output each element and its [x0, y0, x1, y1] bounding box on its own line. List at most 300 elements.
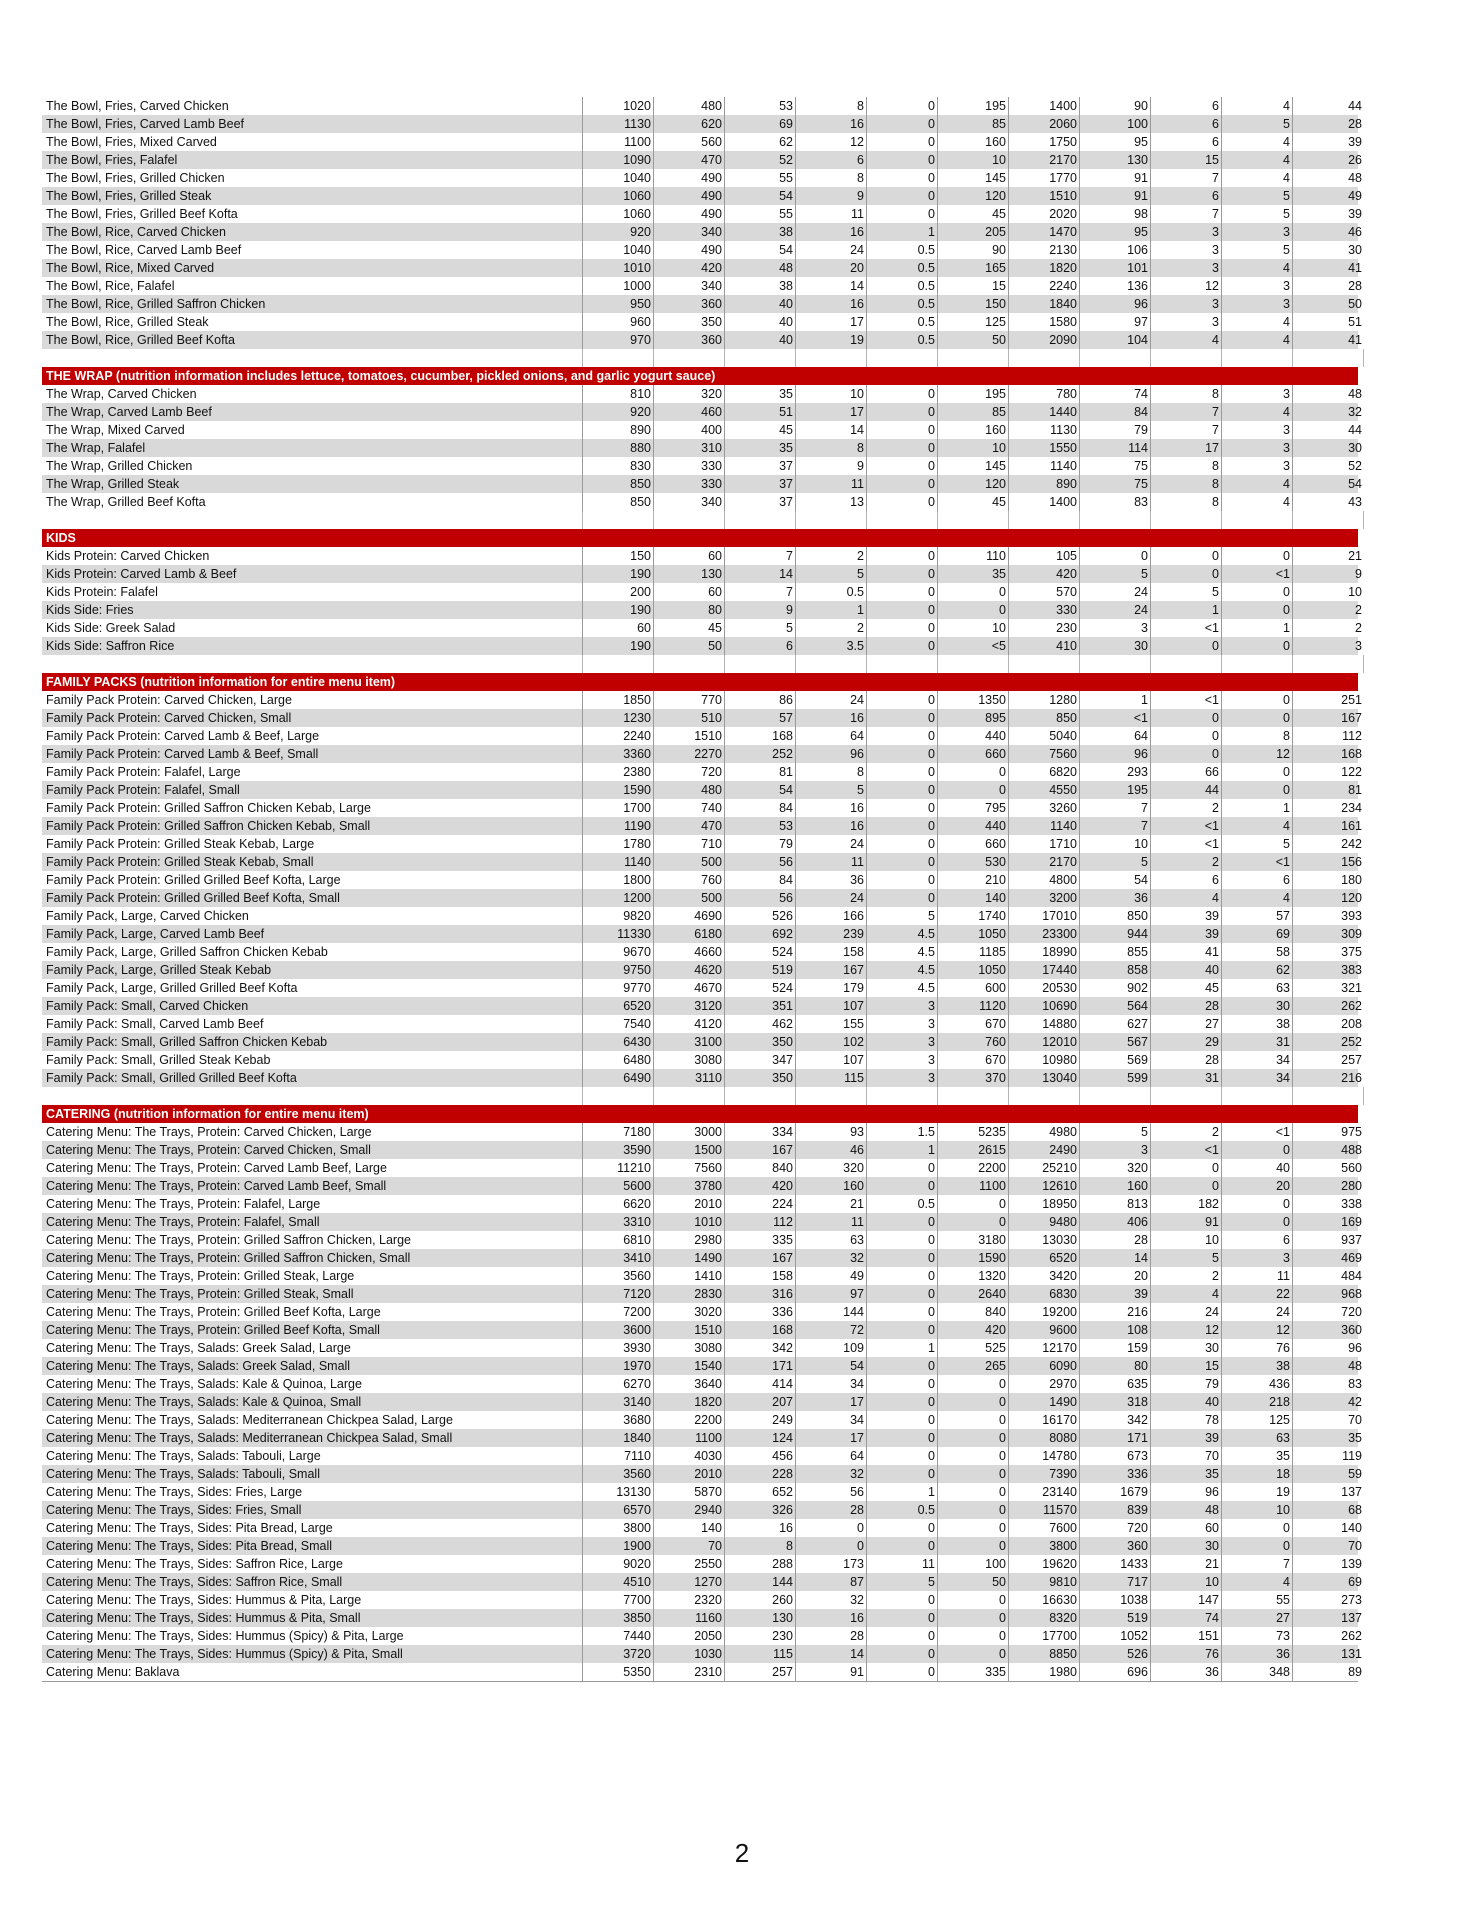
nutrition-value: 0 [867, 1393, 938, 1411]
nutrition-value: 17010 [1009, 907, 1080, 925]
nutrition-value: 456 [725, 1447, 796, 1465]
nutrition-value: 41 [1348, 261, 1362, 275]
nutrition-value: 2550 [654, 1555, 725, 1573]
nutrition-value: 6820 [1009, 763, 1080, 781]
table-row [42, 871, 1362, 889]
nutrition-value: 0 [867, 1357, 938, 1375]
nutrition-value: 79 [1151, 1375, 1222, 1393]
nutrition-value: <1 [1080, 709, 1151, 727]
nutrition-value: 0 [938, 1465, 1009, 1483]
nutrition-value: 1280 [1009, 691, 1080, 709]
nutrition-value: 8320 [1009, 1609, 1080, 1627]
table-row [42, 1249, 1362, 1267]
table-row [42, 493, 1362, 511]
nutrition-value: 109 [796, 1339, 867, 1357]
nutrition-value: <1 [1222, 565, 1293, 583]
nutrition-value: 692 [725, 925, 796, 943]
nutrition-value: 7 [1151, 421, 1222, 439]
nutrition-value: 160 [938, 421, 1009, 439]
nutrition-value: 400 [654, 421, 725, 439]
nutrition-value: 3110 [654, 1069, 725, 1087]
nutrition-value: 1130 [1009, 421, 1080, 439]
nutrition-value: 740 [654, 799, 725, 817]
item-name: Catering Menu: The Trays, Sides: Hummus (Spicy) & Pita, Small [42, 1645, 583, 1663]
nutrition-value: 3 [867, 1033, 938, 1051]
nutrition-value: 8 [725, 1537, 796, 1555]
nutrition-value: 2380 [583, 763, 654, 781]
nutrition-value: 35 [725, 385, 796, 403]
item-name: Catering Menu: The Trays, Sides: Saffron Rice, Small [42, 1573, 583, 1591]
nutrition-value: 51 [1348, 315, 1362, 329]
nutrition-value: 2010 [654, 1465, 725, 1483]
nutrition-value: 0 [1151, 637, 1222, 655]
nutrition-value: 420 [1009, 565, 1080, 583]
nutrition-value: 58 [1222, 943, 1293, 961]
nutrition-value: 28 [1348, 117, 1362, 131]
item-name: Family Pack, Large, Carved Chicken [42, 907, 583, 925]
nutrition-value: 7440 [583, 1627, 654, 1645]
item-name: The Bowl, Rice, Carved Chicken [42, 223, 583, 241]
nutrition-value: 70 [1151, 1447, 1222, 1465]
table-row [42, 205, 1362, 223]
nutrition-value: 0 [867, 601, 938, 619]
nutrition-value: 57 [725, 709, 796, 727]
nutrition-value: 6180 [654, 925, 725, 943]
nutrition-value: 120 [938, 475, 1009, 493]
nutrition-value: 0 [867, 1591, 938, 1609]
table-row [42, 1339, 1362, 1357]
nutrition-value: 32 [796, 1249, 867, 1267]
nutrition-value: 840 [938, 1303, 1009, 1321]
nutrition-value: 12610 [1009, 1177, 1080, 1195]
nutrition-value: 5600 [583, 1177, 654, 1195]
table-row [42, 331, 1362, 349]
nutrition-value: 62 [1222, 961, 1293, 979]
nutrition-value: 470 [654, 151, 725, 169]
nutrition-value: 21 [1151, 1555, 1222, 1573]
nutrition-value: 72 [796, 1321, 867, 1339]
nutrition-value: 108 [1080, 1321, 1151, 1339]
nutrition-value: 7390 [1009, 1465, 1080, 1483]
item-name: Catering Menu: The Trays, Protein: Falafel, Small [42, 1213, 583, 1231]
nutrition-value: 44 [1348, 423, 1362, 437]
nutrition-value: 69 [1348, 1575, 1362, 1589]
nutrition-value: 1780 [583, 835, 654, 853]
nutrition-value: 6430 [583, 1033, 654, 1051]
table-row [42, 799, 1362, 817]
item-name: The Bowl, Fries, Grilled Steak [42, 187, 583, 205]
nutrition-value: 4 [1151, 331, 1222, 349]
nutrition-value: 10 [938, 151, 1009, 169]
nutrition-value: 0 [867, 1537, 938, 1555]
nutrition-value: 3 [867, 1069, 938, 1087]
nutrition-value: 3930 [583, 1339, 654, 1357]
nutrition-value: 147 [1151, 1591, 1222, 1609]
nutrition-value: 1540 [654, 1357, 725, 1375]
table-row [42, 151, 1362, 169]
nutrition-value: 16630 [1009, 1591, 1080, 1609]
table-row [42, 1663, 1362, 1681]
nutrition-value: 383 [1341, 963, 1362, 977]
nutrition-value: 20 [796, 259, 867, 277]
nutrition-value: 950 [583, 295, 654, 313]
nutrition-value: 48 [725, 259, 796, 277]
nutrition-value: 890 [1009, 475, 1080, 493]
nutrition-value: 336 [1080, 1465, 1151, 1483]
nutrition-value: 40 [1222, 1159, 1293, 1177]
nutrition-value: 4 [1222, 97, 1293, 115]
section-header: FAMILY PACKS (nutrition information for entire menu item) [42, 673, 1358, 691]
nutrition-value: 195 [938, 385, 1009, 403]
nutrition-value: 32 [1348, 405, 1362, 419]
nutrition-value: 0 [938, 1627, 1009, 1645]
nutrition-value: 98 [1080, 205, 1151, 223]
nutrition-value: 97 [796, 1285, 867, 1303]
nutrition-value: 4120 [654, 1015, 725, 1033]
nutrition-value: 7 [1080, 799, 1151, 817]
nutrition-value: 3 [867, 1015, 938, 1033]
item-name: Catering Menu: The Trays, Sides: Hummus (Spicy) & Pita, Large [42, 1627, 583, 1645]
nutrition-value: 7120 [583, 1285, 654, 1303]
nutrition-value: 11 [796, 853, 867, 871]
nutrition-value: 167 [725, 1141, 796, 1159]
nutrition-value: 320 [796, 1159, 867, 1177]
item-name: Family Pack, Large, Carved Lamb Beef [42, 925, 583, 943]
nutrition-value: 0 [867, 691, 938, 709]
nutrition-value: 0 [867, 421, 938, 439]
nutrition-value: 0 [867, 115, 938, 133]
nutrition-value: 169 [1341, 1215, 1362, 1229]
item-name: The Bowl, Rice, Carved Lamb Beef [42, 241, 583, 259]
nutrition-value: 1580 [1009, 313, 1080, 331]
nutrition-value: 7110 [583, 1447, 654, 1465]
nutrition-value: 83 [1348, 1377, 1362, 1391]
nutrition-value: 11 [1222, 1267, 1293, 1285]
item-name: The Bowl, Rice, Grilled Saffron Chicken [42, 295, 583, 313]
table-row [42, 583, 1362, 601]
nutrition-value: 8 [796, 439, 867, 457]
nutrition-value: 1010 [654, 1213, 725, 1231]
nutrition-value: 2980 [654, 1231, 725, 1249]
nutrition-value: 54 [796, 1357, 867, 1375]
nutrition-value: 968 [1341, 1287, 1362, 1301]
nutrition-value: 62 [725, 133, 796, 151]
nutrition-value: 0 [938, 1591, 1009, 1609]
nutrition-value: 144 [796, 1303, 867, 1321]
nutrition-value: 0 [1222, 691, 1293, 709]
nutrition-value: 960 [583, 313, 654, 331]
nutrition-value: 101 [1080, 259, 1151, 277]
nutrition-value: 0 [867, 853, 938, 871]
nutrition-value: 24 [1222, 1303, 1293, 1321]
nutrition-value: 73 [1222, 1627, 1293, 1645]
nutrition-value: 4690 [654, 907, 725, 925]
nutrition-value: 340 [654, 277, 725, 295]
nutrition-value: 0 [938, 1213, 1009, 1231]
nutrition-value: 63 [1222, 1429, 1293, 1447]
nutrition-value: 0 [867, 1627, 938, 1645]
nutrition-value: 151 [1151, 1627, 1222, 1645]
table-row [42, 1519, 1362, 1537]
nutrition-value: 3680 [583, 1411, 654, 1429]
nutrition-value: 710 [654, 835, 725, 853]
nutrition-value: 64 [1080, 727, 1151, 745]
nutrition-value: 858 [1080, 961, 1151, 979]
nutrition-value: 11 [867, 1555, 938, 1573]
nutrition-value: 12170 [1009, 1339, 1080, 1357]
nutrition-value: <1 [1151, 691, 1222, 709]
item-name: The Bowl, Rice, Mixed Carved [42, 259, 583, 277]
nutrition-value: 839 [1080, 1501, 1151, 1519]
nutrition-value: 0 [1222, 781, 1293, 799]
nutrition-value: 0 [938, 1375, 1009, 1393]
table-row [42, 1393, 1362, 1411]
nutrition-value: 510 [654, 709, 725, 727]
nutrition-value: 3780 [654, 1177, 725, 1195]
nutrition-value: 2320 [654, 1591, 725, 1609]
nutrition-value: 234 [1341, 801, 1362, 815]
nutrition-value: 6830 [1009, 1285, 1080, 1303]
nutrition-value: 6 [1151, 133, 1222, 151]
table-row [42, 1447, 1362, 1465]
nutrition-value: 55 [1222, 1591, 1293, 1609]
item-name: Catering Menu: The Trays, Sides: Pita Bread, Large [42, 1519, 583, 1537]
nutrition-value: 420 [654, 259, 725, 277]
item-name: Family Pack Protein: Grilled Saffron Chicken Kebab, Large [42, 799, 583, 817]
table-row [42, 403, 1362, 421]
nutrition-value: 75 [1080, 457, 1151, 475]
nutrition-value: 21 [1348, 549, 1362, 563]
nutrition-value: 920 [583, 223, 654, 241]
nutrition-value: 3 [867, 1051, 938, 1069]
nutrition-value: 0 [867, 1519, 938, 1537]
nutrition-value: 0.5 [867, 1501, 938, 1519]
nutrition-value: 34 [796, 1375, 867, 1393]
nutrition-value: 4 [1222, 151, 1293, 169]
nutrition-value: 260 [725, 1591, 796, 1609]
nutrition-value: 36 [1080, 889, 1151, 907]
nutrition-value: 1050 [938, 925, 1009, 943]
nutrition-value: 9020 [583, 1555, 654, 1573]
nutrition-value: 469 [1341, 1251, 1362, 1265]
nutrition-value: 150 [938, 295, 1009, 313]
nutrition-value: 1510 [1009, 187, 1080, 205]
nutrition-value: 6 [796, 151, 867, 169]
nutrition-value: 125 [938, 313, 1009, 331]
item-name: Family Pack: Small, Grilled Grilled Beef Kofta [42, 1069, 583, 1087]
nutrition-value: 160 [796, 1177, 867, 1195]
nutrition-value: 16 [725, 1519, 796, 1537]
nutrition-value: 673 [1080, 1447, 1151, 1465]
nutrition-value: 158 [725, 1267, 796, 1285]
nutrition-value: 8 [1151, 385, 1222, 403]
nutrition-value: 3420 [1009, 1267, 1080, 1285]
table-row [42, 691, 1362, 709]
nutrition-value: 161 [1341, 819, 1362, 833]
nutrition-value: 158 [796, 943, 867, 961]
nutrition-value: 526 [725, 907, 796, 925]
nutrition-value: 106 [1080, 241, 1151, 259]
nutrition-value: 8 [1222, 727, 1293, 745]
nutrition-value: 4 [1222, 493, 1293, 511]
nutrition-value: 3260 [1009, 799, 1080, 817]
table-row [42, 1303, 1362, 1321]
nutrition-value: 1350 [938, 691, 1009, 709]
nutrition-value: 3180 [938, 1231, 1009, 1249]
nutrition-value: 347 [725, 1051, 796, 1069]
nutrition-value: 3640 [654, 1375, 725, 1393]
nutrition-value: <1 [1151, 835, 1222, 853]
nutrition-value: 107 [796, 997, 867, 1015]
nutrition-value: 12 [1151, 277, 1222, 295]
table-row [42, 709, 1362, 727]
nutrition-value: 4 [1222, 133, 1293, 151]
item-name: The Bowl, Fries, Carved Lamb Beef [42, 115, 583, 133]
nutrition-value: 484 [1341, 1269, 1362, 1283]
table-row [42, 313, 1362, 331]
nutrition-value: 216 [1080, 1303, 1151, 1321]
nutrition-value: 490 [654, 187, 725, 205]
nutrition-value: 1270 [654, 1573, 725, 1591]
nutrition-value: 720 [1341, 1305, 1362, 1319]
nutrition-value: 0 [867, 1375, 938, 1393]
nutrition-value: 310 [654, 439, 725, 457]
nutrition-value: 36 [796, 871, 867, 889]
table-row [42, 637, 1362, 655]
nutrition-value: 0.5 [796, 583, 867, 601]
nutrition-value: 1185 [938, 943, 1009, 961]
nutrition-value: 8080 [1009, 1429, 1080, 1447]
nutrition-value: 2130 [1009, 241, 1080, 259]
nutrition-value: 63 [796, 1231, 867, 1249]
nutrition-value: 41 [1348, 333, 1362, 347]
nutrition-value: 4800 [1009, 871, 1080, 889]
nutrition-value: 3 [1222, 385, 1293, 403]
nutrition-value: 81 [1348, 783, 1362, 797]
item-name: The Wrap, Carved Chicken [42, 385, 583, 403]
item-name: The Wrap, Mixed Carved [42, 421, 583, 439]
nutrition-value: 31 [1151, 1069, 1222, 1087]
nutrition-value: 53 [725, 817, 796, 835]
nutrition-value: 0 [1222, 1537, 1293, 1555]
nutrition-value: 10 [796, 385, 867, 403]
nutrition-value: 49 [1348, 189, 1362, 203]
nutrition-value: 195 [938, 97, 1009, 115]
table-row [42, 1573, 1362, 1591]
nutrition-value: 119 [1342, 1449, 1362, 1463]
nutrition-value: 0 [1222, 763, 1293, 781]
nutrition-value: 96 [1151, 1483, 1222, 1501]
nutrition-value: <1 [1151, 619, 1222, 637]
table-row [42, 1555, 1362, 1573]
nutrition-value: 95 [1080, 223, 1151, 241]
nutrition-value: 4980 [1009, 1123, 1080, 1141]
nutrition-value: 1440 [1009, 403, 1080, 421]
nutrition-value: 55 [725, 169, 796, 187]
nutrition-value: 660 [938, 835, 1009, 853]
nutrition-value: 5235 [938, 1123, 1009, 1141]
nutrition-value: 920 [583, 403, 654, 421]
nutrition-value: 252 [725, 745, 796, 763]
nutrition-value: 1010 [583, 259, 654, 277]
item-name: Kids Protein: Falafel [42, 583, 583, 601]
item-name: Family Pack: Small, Grilled Saffron Chicken Kebab [42, 1033, 583, 1051]
table-row [42, 1177, 1362, 1195]
nutrition-value: 10 [938, 619, 1009, 637]
spacer-row [42, 349, 1358, 367]
nutrition-value: 360 [654, 295, 725, 313]
table-row [42, 1033, 1362, 1051]
nutrition-value: 902 [1080, 979, 1151, 997]
nutrition-value: 19620 [1009, 1555, 1080, 1573]
nutrition-value: 11330 [583, 925, 654, 943]
nutrition-value: 5 [1080, 853, 1151, 871]
nutrition-value: 230 [1009, 619, 1080, 637]
nutrition-value: 436 [1222, 1375, 1293, 1393]
nutrition-value: 0 [938, 1609, 1009, 1627]
nutrition-value: 27 [1151, 1015, 1222, 1033]
nutrition-value: 0 [867, 1213, 938, 1231]
nutrition-value: 79 [1080, 421, 1151, 439]
nutrition-value: 40 [725, 313, 796, 331]
table-row [42, 1123, 1362, 1141]
table-row [42, 925, 1362, 943]
nutrition-value: 0 [867, 1231, 938, 1249]
nutrition-value: 3800 [1009, 1537, 1080, 1555]
nutrition-value: 7 [1151, 403, 1222, 421]
nutrition-value: 0 [867, 1267, 938, 1285]
nutrition-value: 90 [938, 241, 1009, 259]
nutrition-value: 54 [725, 241, 796, 259]
nutrition-value: 96 [1080, 745, 1151, 763]
nutrition-value: 168 [1341, 747, 1362, 761]
nutrition-value: 7 [1151, 205, 1222, 223]
table-row [42, 1285, 1362, 1303]
nutrition-value: 1900 [583, 1537, 654, 1555]
nutrition-value: 80 [654, 601, 725, 619]
nutrition-value: 91 [1080, 187, 1151, 205]
nutrition-value: 850 [1080, 907, 1151, 925]
nutrition-value: 120 [938, 187, 1009, 205]
nutrition-value: 0 [1222, 547, 1293, 565]
nutrition-value: 160 [1080, 1177, 1151, 1195]
nutrition-value: 4030 [654, 1447, 725, 1465]
item-name: Family Pack Protein: Carved Chicken, Small [42, 709, 583, 727]
nutrition-value: 86 [725, 691, 796, 709]
nutrition-value: 190 [583, 637, 654, 655]
item-name: Family Pack Protein: Grilled Saffron Chicken Kebab, Small [42, 817, 583, 835]
nutrition-value: 696 [1080, 1663, 1151, 1681]
nutrition-value: 125 [1222, 1411, 1293, 1429]
nutrition-value: 0 [867, 547, 938, 565]
table-row [42, 1231, 1362, 1249]
nutrition-value: 1590 [938, 1249, 1009, 1267]
nutrition-value: 0 [867, 97, 938, 115]
nutrition-value: 1970 [583, 1357, 654, 1375]
nutrition-value: 7 [725, 583, 796, 601]
nutrition-value: 1100 [583, 133, 654, 151]
item-name: Catering Menu: The Trays, Sides: Pita Bread, Small [42, 1537, 583, 1555]
nutrition-value: 10 [1348, 585, 1362, 599]
nutrition-value: 760 [938, 1033, 1009, 1051]
nutrition-value: 3560 [583, 1267, 654, 1285]
nutrition-value: 335 [938, 1663, 1009, 1681]
nutrition-value: <1 [1151, 817, 1222, 835]
nutrition-value: 76 [1151, 1645, 1222, 1663]
nutrition-value: 0 [867, 727, 938, 745]
nutrition-value: 27 [1222, 1609, 1293, 1627]
table-row [42, 1267, 1362, 1285]
